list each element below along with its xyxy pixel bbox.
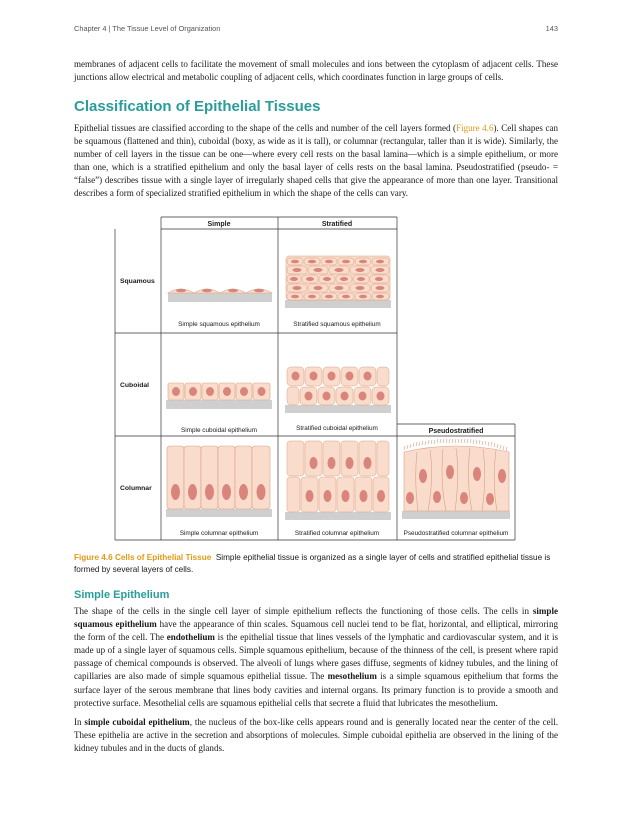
text-run: have the appearance of thin scales. Squamous cell nuclei tend to be flat, horizontal, and elliptical, mirroring the form of the cell. The bbox=[74, 619, 558, 643]
figure-caption bbox=[74, 552, 558, 576]
label-stratified-cuboidal: Stratified cuboidal epithelium bbox=[296, 425, 378, 432]
row-label-cuboidal: Cuboidal bbox=[120, 382, 150, 389]
label-stratified-squamous: Stratified squamous epithelium bbox=[293, 321, 381, 328]
classification-text-end: ). Cell shapes can be squamous (flattened and thin), cuboidal (boxy, as wide as it is tall), or columnar (rectangular, taller than it is wide). Similarly, the number of cell layers in the tissue can be one—where every cell rests on the basal lamina—which is a simple epithelium, or more than one, which is a stratified epithelium and only the basal layer of cells rests on the basal lamina. Pseudostratified (pseudo- = “false”) describes tissue with a single layer of irregularly shaped cells that give the appearance of more than one layer. Transitional describes a form of specialized stratified epithelium in which the shape of the cells can vary. bbox=[74, 123, 558, 199]
label-simple-squamous: Simple squamous epithelium bbox=[178, 321, 260, 328]
caption-title: Figure 4.6 Cells of Epithelial Tissue bbox=[74, 553, 212, 562]
text-run: , the nucleus of the box-like cells appears round and is generally located near the center of the cell. These epithelia are active in the secretion and absorptions of molecules. Simple cuboidal epithelia are observed in the lining of the kidney tubules and in the ducts of glands. bbox=[74, 717, 558, 754]
classification-text-start: Epithelial tissues are classified according to the shape of the cells and number of the cell layers formed ( bbox=[74, 123, 457, 133]
simple-cuboidal-illustration bbox=[166, 383, 272, 409]
stratified-cuboidal-illustration bbox=[285, 367, 391, 413]
column-header-simple: Simple bbox=[207, 221, 231, 228]
intro-paragraph: membranes of adjacent cells to facilitate the movement of small molecules and ions between the cytoplasm of adjacent cells. These junctions allow electrical and metabolic coupling of adjacent cells, which coordinates function in large groups of cells. bbox=[74, 59, 558, 83]
simple-cuboidal-paragraph bbox=[74, 716, 558, 755]
stratified-squamous-illustration bbox=[285, 256, 391, 308]
key-term: simple squamous epithelium bbox=[74, 606, 558, 630]
simple-columnar-illustration bbox=[166, 446, 272, 517]
section-title: Classification of Epithelial Tissues bbox=[74, 98, 321, 115]
page-number: 143 bbox=[545, 24, 558, 33]
running-header: Chapter 4 | The Tissue Level of Organization bbox=[74, 24, 221, 33]
column-header-stratified: Stratified bbox=[321, 221, 353, 228]
key-term: mesothelium bbox=[327, 671, 377, 682]
row-label-columnar: Columnar bbox=[120, 485, 152, 492]
text-run: is the epithelial tissue that lines vessels of the lymphatic and cardiovascular system, and it is made up of a single layer of squamous cells. Simple squamous epithelium, because of the thinness of the cell, is present where rapid passage of chemical compounds is observed. The alveoli of lungs where gases diffuse, segments of kidney tubules, and the lining of capillaries are also made of simple squamous epithelial tissue. The bbox=[74, 632, 558, 682]
pseudostratified-columnar-illustration bbox=[402, 439, 510, 519]
text-run: In bbox=[74, 717, 85, 727]
label-simple-columnar: Simple columnar epithelium bbox=[179, 530, 259, 537]
text-run: The shape of the cells in the single cell layer of simple epithelium reflects the functioning of those cells. The cells in bbox=[74, 606, 533, 616]
stratified-columnar-illustration bbox=[285, 441, 391, 520]
caption-text: Simple epithelial tissue is organized as a single layer of cells and stratified epithelial tissue is formed by several layers of cells. bbox=[74, 553, 551, 574]
label-stratified-columnar: Stratified columnar epithelium bbox=[294, 530, 380, 537]
figure-link[interactable]: Figure 4.6 bbox=[456, 123, 494, 133]
text-run: is a simple squamous epithelium that forms the surface layer of the serous membrane that lines body cavities and internal organs. Its primary function is to provide a smooth and protective surface. Mesothelial cells are squamous epithelial cells that secrete a fluid that lubricates the mesothelium. bbox=[74, 671, 558, 708]
label-pseudostratified-columnar: Pseudostratified columnar epithelium bbox=[403, 530, 509, 537]
row-label-squamous: Squamous bbox=[120, 278, 155, 285]
subsection-title: Simple Epithelium bbox=[74, 589, 170, 601]
key-term: endothelium bbox=[166, 632, 215, 643]
simple-epithelium-paragraph bbox=[74, 605, 558, 710]
simple-squamous-illustration bbox=[168, 289, 272, 302]
label-simple-cuboidal: Simple cuboidal epithelium bbox=[180, 427, 258, 434]
key-term: simple cuboidal epithelium bbox=[84, 717, 190, 727]
column-header-pseudostratified: Pseudostratified bbox=[428, 428, 484, 435]
